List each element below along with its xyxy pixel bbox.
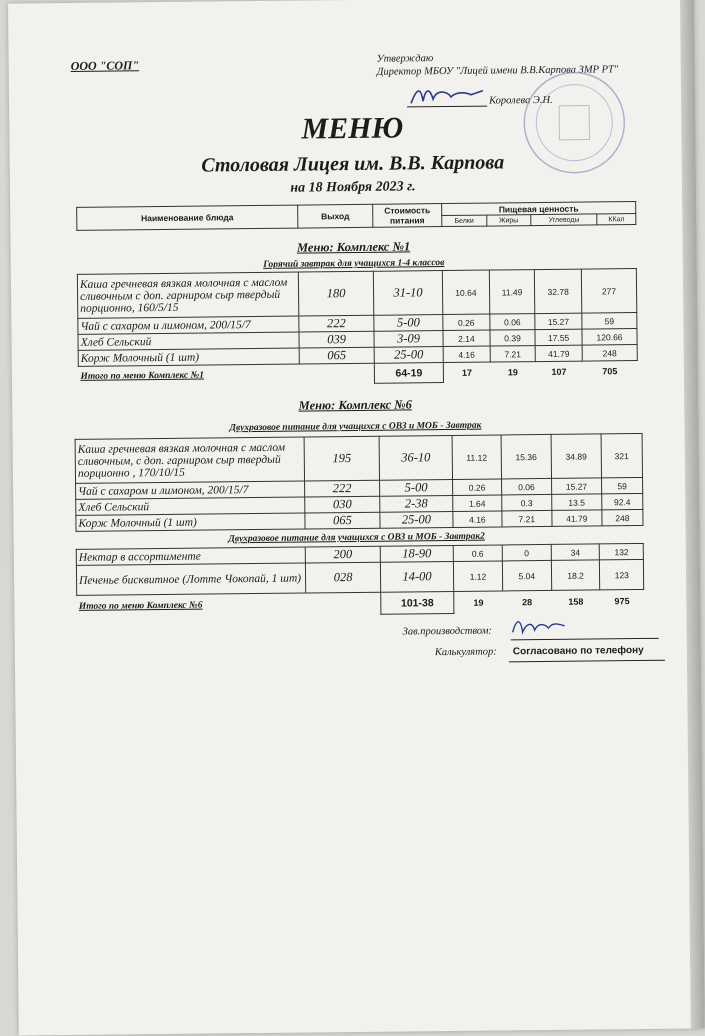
dish-output: 065 — [305, 512, 380, 529]
dish-output: 039 — [299, 331, 374, 348]
total-carbs: 107 — [551, 366, 567, 377]
document-page — [8, 0, 705, 1036]
dish-carbs: 32.78 — [535, 269, 582, 313]
total-label: Итого по меню Комплекс №6 — [78, 600, 203, 612]
dish-protein: 1.12 — [453, 561, 502, 592]
dish-kcal: 132 — [600, 543, 644, 559]
dish-cost: 18-90 — [380, 545, 453, 562]
total-fat: 28 — [521, 596, 533, 607]
dish-fat: 5.04 — [502, 560, 551, 591]
dish-protein: 2.14 — [443, 330, 490, 346]
dish-name: Корж Молочный (1 шт) — [76, 513, 305, 531]
total-protein: 19 — [473, 597, 484, 608]
dish-output: 222 — [299, 315, 374, 332]
header-fat: Жиры — [486, 215, 531, 226]
header-protein: Белки — [442, 215, 487, 226]
page-subtitle: Столовая Лицея им. В.В. Карпова — [201, 151, 505, 177]
approve-word: Утверждаю — [376, 53, 434, 65]
dish-cost: 25-00 — [380, 511, 453, 528]
calculator-label: Калькулятор: — [434, 646, 497, 659]
dish-cost: 31-10 — [373, 271, 442, 316]
dish-name: Хлеб Сельский — [76, 497, 305, 515]
dish-output: 195 — [304, 436, 379, 481]
dish-kcal: 321 — [601, 433, 643, 477]
total-kcal: 705 — [602, 365, 618, 377]
dish-fat: 15.36 — [501, 434, 552, 479]
dish-output: 222 — [305, 480, 380, 497]
dish-output: 030 — [305, 496, 380, 513]
menu-date: на 18 Ноября 2023 г. — [290, 179, 416, 196]
page-title: МЕНЮ — [301, 111, 404, 146]
total-cost: 64-19 — [374, 363, 443, 384]
dish-name: Чай с сахаром и лимоном, 200/15/7 — [76, 481, 305, 499]
table-row — [77, 269, 636, 319]
dish-fat: 7.21 — [502, 510, 552, 527]
dish-kcal: 120.66 — [582, 329, 637, 346]
table-header — [76, 201, 636, 231]
dish-fat: 7.21 — [490, 346, 536, 362]
dish-kcal: 92.4 — [602, 493, 643, 509]
dish-cost: 36-10 — [379, 435, 452, 480]
dish-cost: 3-09 — [374, 331, 443, 348]
dish-name: Печенье бисквитное (Лотте Чокопай, 1 шт) — [76, 563, 305, 595]
dish-carbs: 34.89 — [551, 434, 602, 479]
calculator-value: Согласовано по телефону — [512, 644, 644, 658]
dish-name: Чай с сахаром и лимоном, 200/15/7 — [78, 316, 299, 334]
approve-position: Директор МБОУ "Лицей имени В.В.Карпова ЗМР РТ" — [376, 64, 619, 78]
header-cost: Стоимость питания — [373, 204, 442, 228]
dish-output: 180 — [298, 271, 373, 316]
complex6-title: Меню: Комплекс №6 — [298, 397, 412, 413]
total-fat: 19 — [507, 367, 518, 378]
total-spacer — [306, 592, 381, 615]
header-output: Выход — [298, 204, 373, 228]
dish-carbs: 18.2 — [551, 560, 600, 591]
dish-kcal: 59 — [582, 313, 637, 330]
dish-cost: 25-00 — [374, 347, 443, 364]
dish-cost: 5-00 — [380, 479, 453, 496]
dish-protein: 0.6 — [453, 545, 502, 562]
dish-carbs: 17.55 — [535, 329, 582, 345]
dish-fat: 0.06 — [501, 478, 551, 495]
dish-carbs: 15.27 — [551, 478, 601, 495]
complex1-table — [77, 268, 638, 387]
dish-name: Хлеб Сельский — [78, 332, 299, 350]
complex1-title: Меню: Комплекс №1 — [296, 239, 411, 255]
dish-output: 200 — [305, 546, 380, 563]
header-nutrition: Пищевая ценность — [442, 202, 636, 216]
dish-name: Нектар в ассортименте — [76, 547, 305, 565]
paper-edge-shadow — [680, 0, 705, 1028]
dish-fat: 0 — [502, 544, 551, 561]
dish-protein: 10.64 — [442, 270, 489, 314]
dish-fat: 11.49 — [489, 270, 535, 314]
dish-protein: 4.16 — [443, 346, 490, 362]
dish-carbs: 34 — [551, 544, 600, 561]
dish-fat: 0.06 — [489, 314, 535, 330]
total-label: Итого по меню Комплекс №1 — [80, 370, 205, 382]
total-cost: 101-38 — [381, 591, 454, 614]
production-signature-line — [511, 637, 659, 641]
organization-name: ООО "СОП" — [70, 58, 140, 73]
dish-cost: 2-38 — [380, 495, 453, 512]
dish-kcal: 59 — [601, 477, 642, 493]
dish-cost: 5-00 — [374, 315, 443, 332]
total-carbs: 158 — [568, 596, 584, 607]
header-kcal: ККал — [597, 214, 636, 225]
table-row — [75, 433, 642, 483]
dish-protein: 11.12 — [452, 435, 501, 480]
dish-protein: 0.26 — [443, 314, 490, 330]
dish-fat: 0.39 — [490, 330, 536, 346]
complex1-subtitle: Горячий завтрак для учащихся 1-4 классов — [263, 258, 445, 270]
header-name: Наименование блюда — [77, 205, 298, 230]
dish-output: 065 — [299, 347, 374, 364]
production-label: Зав.производством: — [402, 625, 492, 638]
approver-name: Королева Э.Н. — [489, 94, 553, 107]
dish-carbs: 13.5 — [552, 494, 602, 511]
complex6-subtitle: Двухразовое питание для учащихся с ОВЗ и МОБ - Завтрак — [229, 420, 482, 434]
total-kcal: 975 — [614, 595, 630, 607]
dish-carbs: 15.27 — [535, 313, 582, 329]
total-spacer — [299, 363, 374, 384]
dish-kcal: 123 — [600, 559, 644, 589]
complex6-table2 — [76, 543, 645, 618]
dish-kcal: 248 — [582, 345, 637, 362]
dish-fat: 0.3 — [502, 494, 552, 511]
dish-output: 028 — [305, 562, 380, 593]
dish-kcal: 248 — [602, 509, 643, 525]
calculator-line — [509, 659, 665, 663]
dish-cost: 14-00 — [380, 561, 453, 592]
dish-carbs: 41.79 — [552, 510, 602, 527]
dish-name: Каша гречневая вязкая молочная с маслом сливочным с доп. гарниром сыр твердый порционно, 160/5/15 — [77, 272, 298, 318]
dish-carbs: 41.79 — [535, 345, 582, 361]
production-signature — [508, 614, 568, 639]
total-protein: 17 — [461, 367, 473, 378]
dish-protein: 0.26 — [453, 479, 502, 496]
dish-protein: 1.64 — [453, 495, 502, 512]
dish-name: Корж Молочный (1 шт) — [78, 348, 299, 366]
complex6-table — [75, 433, 644, 532]
dish-kcal: 277 — [581, 269, 637, 314]
complex6-subtitle2: Двухразовое питание для учащихся с ОВЗ и МОБ - Завтрак2 — [228, 531, 485, 545]
dish-protein: 4.16 — [453, 511, 502, 528]
dish-name: Каша гречневая вязкая молочная с маслом сливочным, с доп. гарниром сыр твердый порционно , 170/10/15 — [75, 437, 304, 483]
header-carbs: Углеводы — [531, 214, 597, 226]
